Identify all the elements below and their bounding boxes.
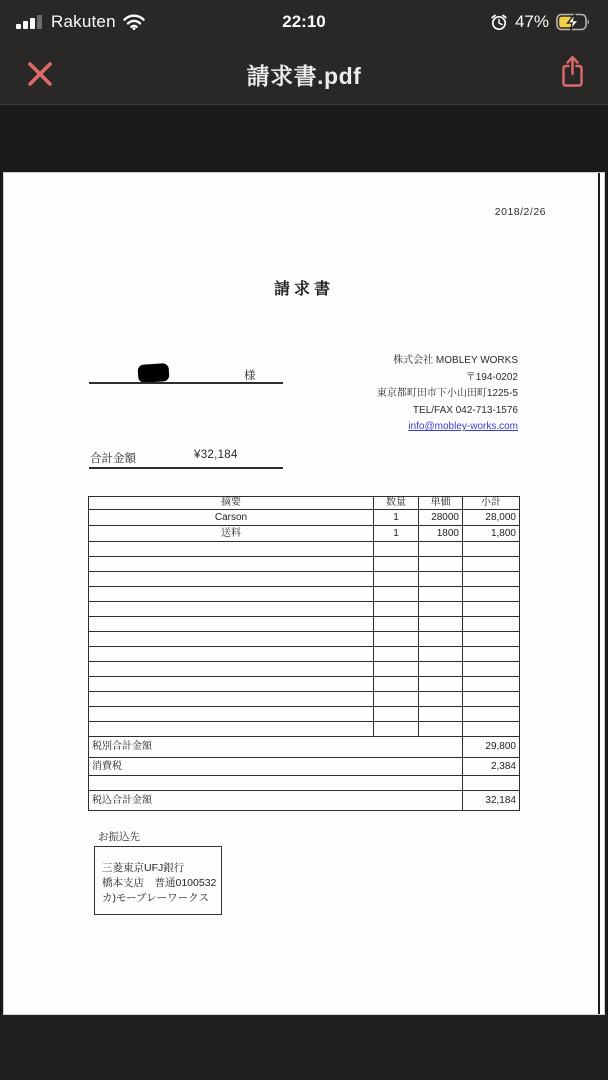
summary-value [463, 776, 520, 791]
empty-row [89, 707, 520, 722]
share-button[interactable] [550, 50, 594, 94]
pdf-page[interactable] [3, 172, 605, 1015]
empty-row [89, 662, 520, 677]
grand-total-value: ¥32,184 [194, 449, 238, 461]
item-row [89, 526, 520, 542]
column-header: 摘要 [89, 497, 374, 510]
invoice-date: 2018/2/26 [494, 206, 546, 218]
empty-row [89, 587, 520, 602]
column-header: 小計 [463, 497, 520, 510]
column-header: 数量 [374, 497, 419, 510]
summary-row [89, 758, 520, 776]
line-items-table [88, 496, 520, 811]
empty-row [89, 542, 520, 557]
empty-row [89, 647, 520, 662]
company-info-line: TEL/FAX 042-713-1576 [412, 404, 518, 416]
addressee-honorific: 様 [244, 370, 256, 382]
item-cell: 1 [374, 526, 419, 542]
carrier-label: Rakuten [51, 12, 116, 31]
grand-total-label: 合計金額 [90, 453, 136, 465]
summary-row [89, 791, 520, 811]
table-header-row [89, 497, 520, 510]
bank-info-line: 三菱東京UFJ銀行 [102, 862, 185, 874]
summary-label: 税込合計金額 [89, 791, 463, 811]
company-info-line: 株式会社 MOBLEY WORKS [393, 355, 518, 366]
item-row [89, 510, 520, 526]
bank-info-line: カ)モーブレーワークス [102, 892, 210, 904]
item-cell: 28000 [419, 510, 463, 526]
pdf-viewer-toolbar [0, 44, 608, 105]
company-info-block [377, 353, 518, 436]
item-cell: 1,800 [463, 526, 520, 542]
company-info-line: 東京都町田市下小山田町1225-5 [376, 388, 518, 399]
battery-percent-label: 47% [514, 12, 549, 31]
redacted-addressee-name [137, 363, 169, 383]
empty-row [89, 692, 520, 707]
item-cell: 1800 [419, 526, 463, 542]
empty-row [89, 557, 520, 572]
summary-label [89, 776, 463, 791]
empty-row [89, 722, 520, 737]
summary-row [89, 737, 520, 758]
summary-label: 消費税 [89, 758, 463, 776]
bank-account-box [94, 846, 222, 915]
empty-row [89, 602, 520, 617]
summary-row [89, 776, 520, 791]
summary-value: 32,184 [463, 791, 520, 811]
addressee-underline [89, 382, 283, 384]
clock-time: 22:10 [282, 12, 326, 31]
viewer-background-bottom [0, 1015, 608, 1080]
empty-row [89, 617, 520, 632]
item-cell: Carson [89, 510, 374, 526]
empty-row [89, 677, 520, 692]
empty-row [89, 572, 520, 587]
bank-transfer-label: お振込先 [98, 831, 140, 843]
close-icon [25, 59, 55, 89]
item-cell: 1 [374, 510, 419, 526]
item-cell: 28,000 [463, 510, 520, 526]
share-icon [559, 55, 586, 89]
document-title: 請求書.pdf [246, 62, 362, 89]
column-header: 単価 [419, 497, 463, 510]
bank-info-line: 橋本支店 普通0100532 [102, 877, 217, 889]
company-info-line: 〒194-0202 [465, 371, 518, 383]
invoice-heading: 請求書 [273, 281, 334, 298]
summary-value: 2,384 [463, 758, 520, 776]
company-email-link[interactable]: info@mobley-works.com [408, 421, 518, 432]
status-bar [0, 0, 608, 44]
close-button[interactable] [18, 52, 62, 96]
viewer-background-top [0, 105, 608, 172]
grand-total-underline [89, 467, 283, 469]
summary-value: 29,800 [463, 737, 520, 758]
summary-label: 税別合計金額 [89, 737, 463, 758]
empty-row [89, 632, 520, 647]
scanned-page-edge [598, 173, 600, 1014]
item-cell: 送料 [89, 526, 374, 542]
